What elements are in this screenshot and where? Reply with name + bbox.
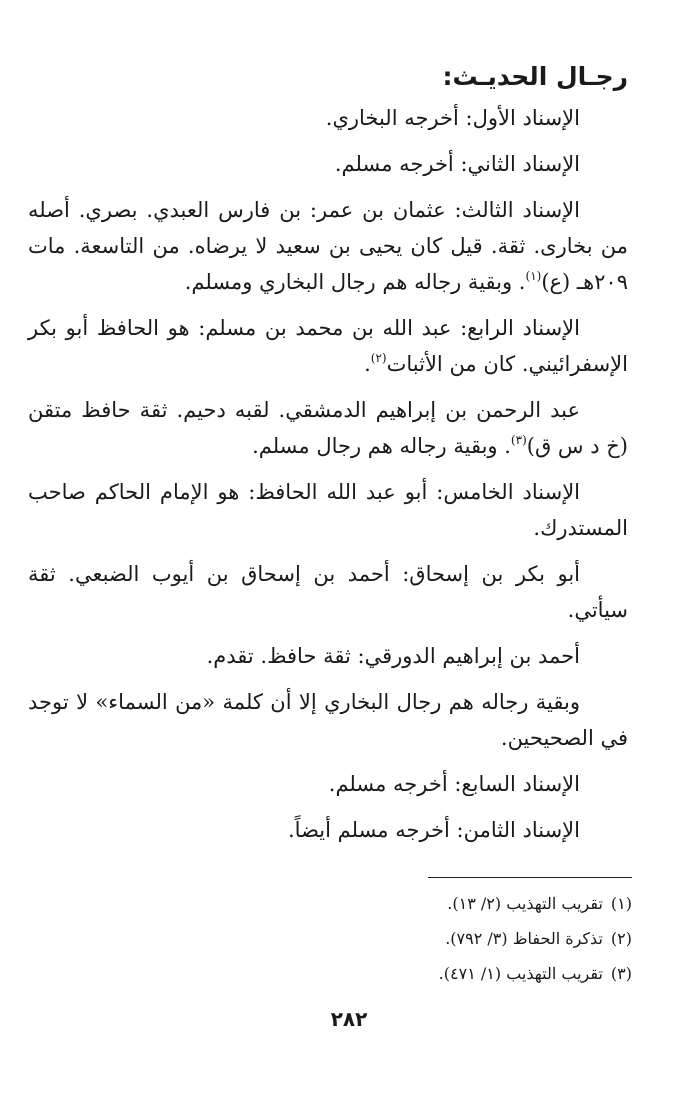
footnote-text: تذكرة الحفاظ (٣/ ٧٩٢). [445, 929, 603, 948]
paragraph-isnad-2 [28, 146, 628, 182]
footnote-text: تقريب التهذيب (٢/ ١٣). [447, 894, 603, 913]
paragraph-text: الإسناد الثامن: أخرجه مسلم أيضاً. [288, 818, 580, 842]
paragraph-text: عبد الرحمن بن إبراهيم الدمشقي. لقبه دحيم. ثقة حافظ متقن (خ د س ق) [28, 398, 628, 458]
footnote-ref: (١) [525, 269, 542, 283]
paragraph-text: الإسناد الأول: أخرجه البخاري. [325, 106, 580, 130]
page-number: ٢٨٢ [330, 1007, 368, 1031]
footnote-number: (٣) [610, 964, 632, 983]
paragraph-text: وبقية رجاله هم رجال البخاري إلا أن كلمة «من السماء» لا توجد في الصحيحين. [28, 690, 628, 750]
footnote-ref: (٢) [370, 351, 387, 365]
paragraph-isnad-7 [28, 766, 628, 802]
section-heading: رجـال الحديـث: [442, 62, 628, 91]
paragraph-text-cont: . [364, 352, 371, 376]
footnote-item [232, 886, 632, 921]
paragraph-text-cont: . وبقية رجاله هم رجال البخاري ومسلم. [184, 270, 526, 294]
footnote-ref: (٣) [510, 433, 527, 447]
footnote-text: تقريب التهذيب (١/ ٤٧١). [438, 964, 603, 983]
paragraph-remaining [28, 684, 628, 756]
footnote-divider [428, 877, 632, 878]
paragraph-text: الإسناد الخامس: أبو عبد الله الحافظ: هو الإمام الحاكم صاحب المستدرك. [28, 480, 628, 540]
paragraph-text: الإسناد السابع: أخرجه مسلم. [328, 772, 580, 796]
footnotes [232, 886, 632, 991]
footnote-item [232, 921, 632, 956]
paragraph-text-cont: . وبقية رجاله هم رجال مسلم. [252, 434, 511, 458]
paragraph-text: أبو بكر بن إسحاق: أحمد بن إسحاق بن أيوب الضبعي. ثقة سيأتي. [28, 562, 628, 622]
footnote-item [232, 956, 632, 991]
paragraph-text: الإسناد الثاني: أخرجه مسلم. [334, 152, 580, 176]
paragraph-isnad-8 [28, 812, 628, 848]
paragraph-text: الإسناد الثالث: عثمان بن عمر: بن فارس العبدي. بصري. أصله من بخارى. ثقة. قيل كان يحيى بن سعيد لا يرضاه. من التاسعة. مات ٢٠٩هـ (ع) [28, 198, 628, 294]
paragraph-text: الإسناد الرابع: عبد الله بن محمد بن مسلم: هو الحافظ أبو بكر الإسفرائيني. كان من الأثبات [28, 316, 628, 376]
main-text [28, 58, 628, 858]
paragraph-isnad-1 [28, 100, 628, 136]
paragraph-isnad-5 [28, 474, 628, 546]
footnote-number: (٢) [610, 929, 632, 948]
paragraph-abu-bakr [28, 556, 628, 628]
paragraph-dahim [28, 392, 628, 464]
paragraph-isnad-4 [28, 310, 628, 382]
paragraph-text: أحمد بن إبراهيم الدورقي: ثقة حافظ. تقدم. [206, 644, 580, 668]
paragraph-dawraqi [28, 638, 628, 674]
footnote-number: (١) [610, 894, 632, 913]
paragraph-isnad-3 [28, 192, 628, 300]
